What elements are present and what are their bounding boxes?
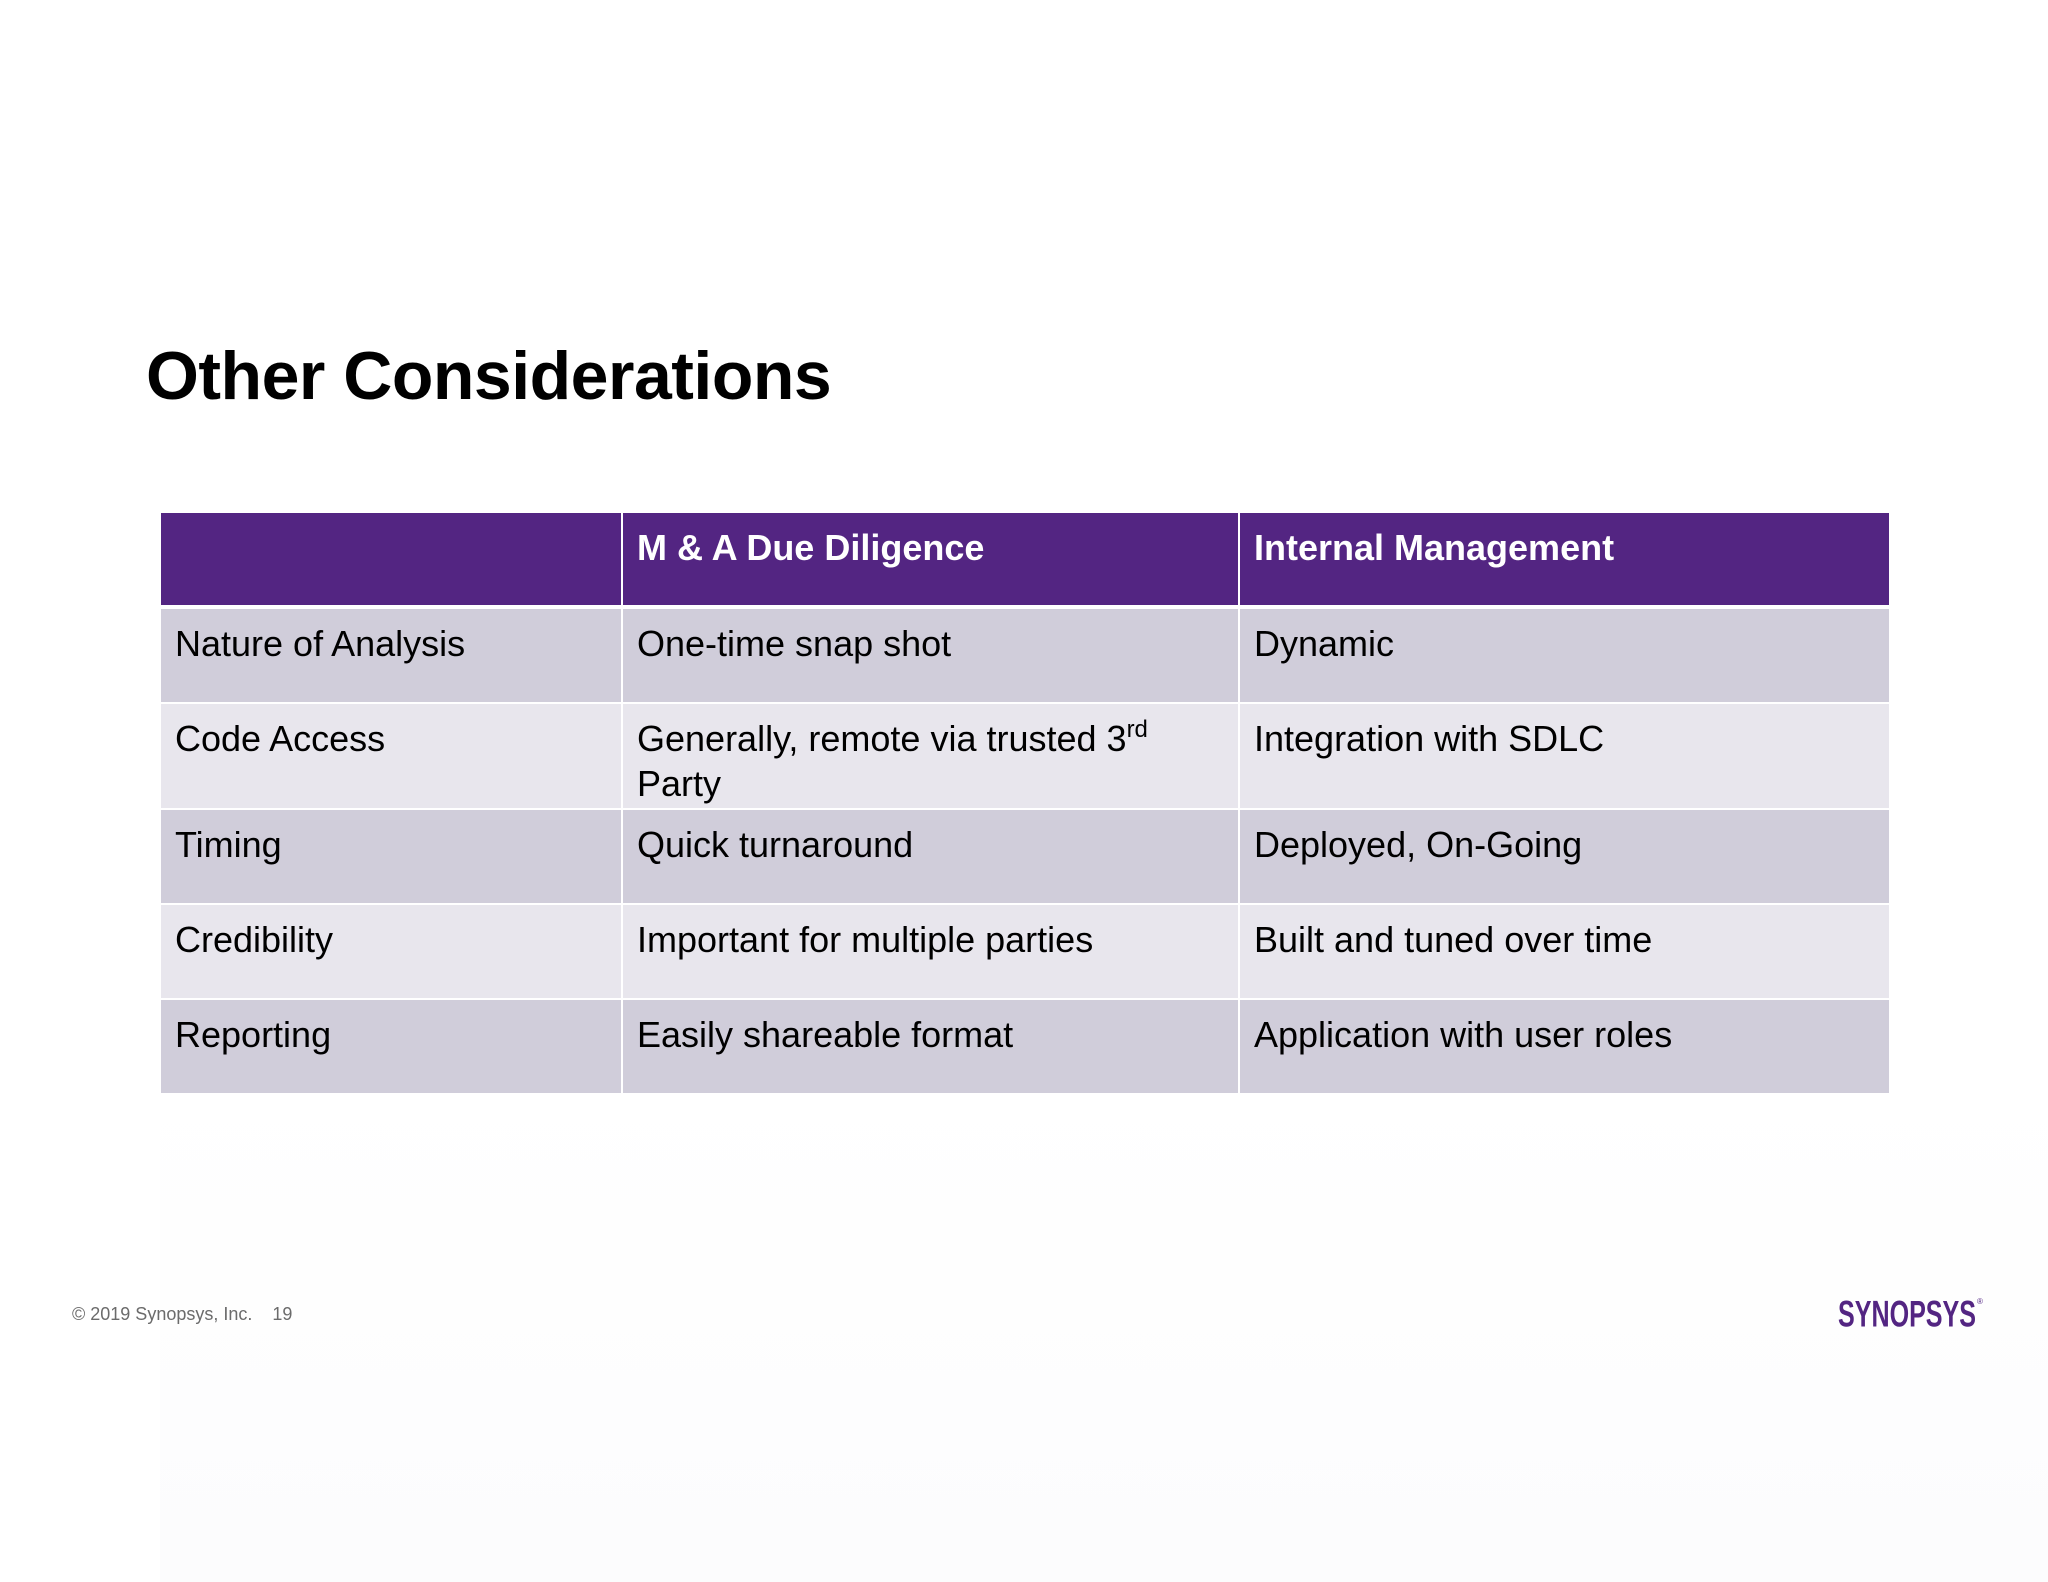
- ma-cell: One-time snap shot: [622, 607, 1239, 703]
- table-row: [160, 607, 1890, 703]
- table-row: [160, 904, 1890, 999]
- internal-cell: Built and tuned over time: [1239, 904, 1890, 999]
- internal-cell: Integration with SDLC: [1239, 703, 1890, 809]
- registered-mark: ®: [1977, 1297, 1983, 1306]
- row-label: Credibility: [160, 904, 622, 999]
- ordinal-suffix: rd: [1126, 716, 1148, 743]
- header-cell-ma-due-diligence: M & A Due Diligence: [622, 512, 1239, 607]
- ma-cell: Easily shareable format: [622, 999, 1239, 1094]
- internal-cell: Deployed, On-Going: [1239, 809, 1890, 904]
- ma-cell: [622, 703, 1239, 809]
- synopsys-logo: [1838, 1293, 1986, 1333]
- row-label: Reporting: [160, 999, 622, 1094]
- logo-wordmark: SYNOPSYS: [1838, 1293, 1976, 1333]
- table-header-row: [160, 512, 1890, 607]
- row-label: Timing: [160, 809, 622, 904]
- internal-cell: Application with user roles: [1239, 999, 1890, 1094]
- slide-title: Other Considerations: [146, 337, 832, 414]
- row-label: Code Access: [160, 703, 622, 809]
- considerations-table: [159, 511, 1891, 1095]
- footer: [72, 1304, 292, 1325]
- internal-cell: Dynamic: [1239, 607, 1890, 703]
- ma-cell: Quick turnaround: [622, 809, 1239, 904]
- ma-cell-text: Generally, remote via trusted 3: [637, 718, 1127, 759]
- ma-cell-text-continued: Party: [637, 763, 722, 804]
- header-cell-internal-management: Internal Management: [1239, 512, 1890, 607]
- table-row: [160, 809, 1890, 904]
- header-cell-blank: [160, 512, 622, 607]
- row-label: Nature of Analysis: [160, 607, 622, 703]
- page-number: 19: [272, 1304, 293, 1324]
- ma-cell: Important for multiple parties: [622, 904, 1239, 999]
- slide-background: [160, 1080, 2048, 1582]
- copyright-text: © 2019 Synopsys, Inc.: [72, 1304, 253, 1324]
- table-row: [160, 703, 1890, 809]
- table-row: [160, 999, 1890, 1094]
